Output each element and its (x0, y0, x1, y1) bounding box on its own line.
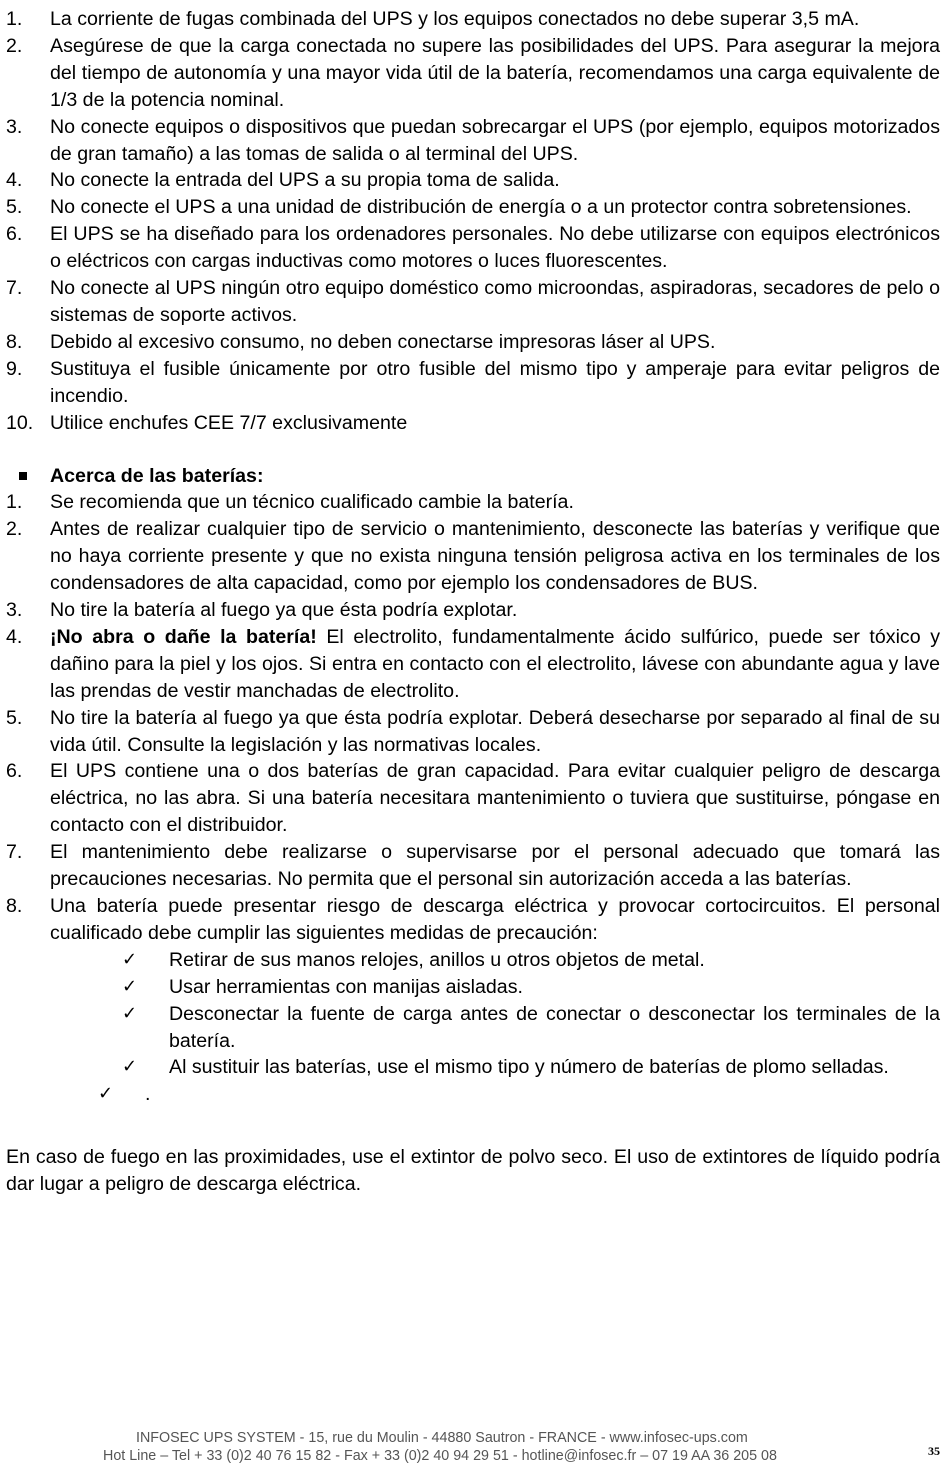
checkmark-icon: ✓ (122, 1056, 138, 1078)
checklist-item-empty (6, 1081, 940, 1108)
checklist-item (6, 1054, 940, 1081)
list-item (6, 167, 940, 194)
list-item (6, 705, 940, 759)
item-text: El electrolito, fundamentalmente ácido sulfúrico, puede ser tóxico y dañino para la piel y los ojos. Si entra en contacto con el electrolito, lávese con abundante agua y lave las prendas de vestir manchadas de electrolito. (50, 625, 940, 702)
list-item (6, 33, 940, 114)
item-text: No conecte la entrada del UPS a su propia toma de salida. (50, 169, 560, 192)
item-text: Utilice enchufes CEE 7/7 exclusivamente (50, 411, 408, 434)
checkmark-icon: ✓ (122, 1002, 138, 1024)
list-item (6, 758, 940, 839)
checklist-text: Retirar de sus manos relojes, anillos u otros objetos de metal. (169, 948, 705, 971)
item-text: El UPS contiene una o dos baterías de gran capacidad. Para evitar cualquier peligro de descarga eléctrica, no las abra. Si una batería necesitara mantenimiento o tuviera que sustituirse, póngase en contacto con el distribuidor. (50, 760, 940, 837)
item-text: No conecte el UPS a una unidad de distribución de energía o a un protector contra sobretensiones. (50, 196, 912, 219)
item-text: No tire la batería al fuego ya que ésta podría explotar. Deberá desecharse por separado al final de su vida útil. Consulte la legislación y las normativas locales. (50, 706, 940, 756)
footer-address: INFOSEC UPS SYSTEM - 15, rue du Moulin - 44880 Sautron - FRANCE - www.infosec-ups.com (136, 1430, 748, 1446)
page-number: 35 (928, 1444, 940, 1458)
list-item (6, 329, 940, 356)
list-item (6, 893, 940, 947)
checklist-text: Desconectar la fuente de carga antes de conectar o desconectar los terminales de la batería. (169, 1002, 940, 1052)
item-number: 8. (6, 895, 23, 917)
checkmark-icon: ✓ (98, 1083, 114, 1105)
precaution-checklist (6, 947, 940, 1109)
item-text: No tire la batería al fuego ya que ésta podría explotar. (50, 599, 518, 622)
item-number: 4. (6, 169, 23, 192)
checklist-text: Al sustituir las baterías, use el mismo tipo y número de baterías de plomo selladas. (169, 1056, 889, 1079)
battery-list (6, 489, 940, 946)
item-number: 3. (6, 115, 23, 138)
item-number: 7. (6, 277, 23, 300)
list-item (6, 194, 940, 221)
item-text: El UPS se ha diseñado para los ordenadores personales. No debe utilizarse con equipos electrónicos o eléctricos con cargas inductivas como motores o luces fluorescentes. (50, 223, 940, 273)
checkmark-icon: ✓ (122, 975, 138, 997)
list-item (6, 597, 940, 624)
item-text: No conecte al UPS ningún otro equipo doméstico como microondas, aspiradoras, secadores de pelo o sistemas de soporte activos. (50, 277, 940, 326)
safety-list (6, 6, 940, 437)
item-number: 2. (6, 518, 23, 541)
item-text: Antes de realizar cualquier tipo de servicio o mantenimiento, desconecte las baterías y verifique que no haya corriente presente y que no exista ninguna tensión peligrosa activa en los terminales de los condensadores de alta capacidad, como por ejemplo los condensadores de BUS. (50, 518, 940, 595)
item-number: 4. (6, 625, 23, 648)
section-heading-text: Acerca de las baterías: (50, 464, 264, 487)
item-number: 7. (6, 841, 23, 864)
list-item (6, 356, 940, 410)
list-item (6, 114, 940, 168)
item-number: 2. (6, 34, 23, 57)
list-item (6, 221, 940, 275)
list-item (6, 410, 940, 437)
closing-paragraph: En caso de fuego en las proximidades, use el extintor de polvo seco. El uso de extintores de líquido podría dar lugar a peligro de descarga eléctrica. (6, 1146, 940, 1196)
item-number: 3. (6, 599, 23, 622)
item-text: El mantenimiento debe realizarse o supervisarse por el personal adecuado que tomará las precauciones necesarias. No permita que el personal sin autorización acceda a las baterías. (50, 841, 940, 891)
item-number: 1. (6, 8, 23, 30)
item-number: 6. (6, 760, 23, 783)
list-item (6, 6, 940, 33)
item-text: Se recomienda que un técnico cualificado cambie la batería. (50, 491, 574, 514)
item-number: 9. (6, 357, 23, 380)
page-content (6, 6, 940, 1198)
list-item (6, 624, 940, 705)
checkmark-icon: ✓ (122, 948, 138, 970)
checklist-item (6, 1001, 940, 1055)
item-bold-warning: ¡No abra o dañe la batería! (50, 625, 317, 648)
checklist-item (6, 974, 940, 1001)
section-heading (6, 463, 940, 490)
list-item (6, 839, 940, 893)
item-text: La corriente de fugas combinada del UPS y los equipos conectados no debe superar 3,5 mA. (50, 8, 860, 30)
checklist-item (6, 947, 940, 974)
item-number: 5. (6, 706, 23, 729)
item-text: Debido al excesivo consumo, no deben conectarse impresoras láser al UPS. (50, 330, 716, 353)
list-item (6, 516, 940, 597)
list-item (6, 275, 940, 329)
item-text: Sustituya el fusible únicamente por otro fusible del mismo tipo y amperaje para evitar peligros de incendio. (50, 357, 940, 407)
item-number: 1. (6, 491, 23, 514)
item-text: Asegúrese de que la carga conectada no supere las posibilidades del UPS. Para asegurar la mejora del tiempo de autonomía y una mayor vida útil de la batería, recomendamos una carga equivalente de 1/3 de la potencia nominal. (50, 34, 940, 111)
square-bullet-icon (19, 472, 27, 480)
item-text: No conecte equipos o dispositivos que puedan sobrecargar el UPS (por ejemplo, equipos motorizados de gran tamaño) a las tomas de salida o al terminal del UPS. (50, 115, 940, 165)
item-number: 5. (6, 196, 23, 219)
list-item (6, 489, 940, 516)
item-text: Una batería puede presentar riesgo de descarga eléctrica y provocar cortocircuitos. El personal cualificado debe cumplir las siguientes medidas de precaución: (50, 895, 940, 944)
footer-contact: Hot Line – Tel + 33 (0)2 40 76 15 82 - Fax + 33 (0)2 40 94 29 51 - hotline@infosec.fr – 07 19 AA 36 205 08 (103, 1448, 777, 1464)
item-number: 6. (6, 223, 23, 246)
checklist-text: . (145, 1083, 151, 1106)
checklist-text: Usar herramientas con manijas aisladas. (169, 975, 523, 998)
item-number: 10. (6, 411, 34, 434)
item-number: 8. (6, 330, 23, 353)
